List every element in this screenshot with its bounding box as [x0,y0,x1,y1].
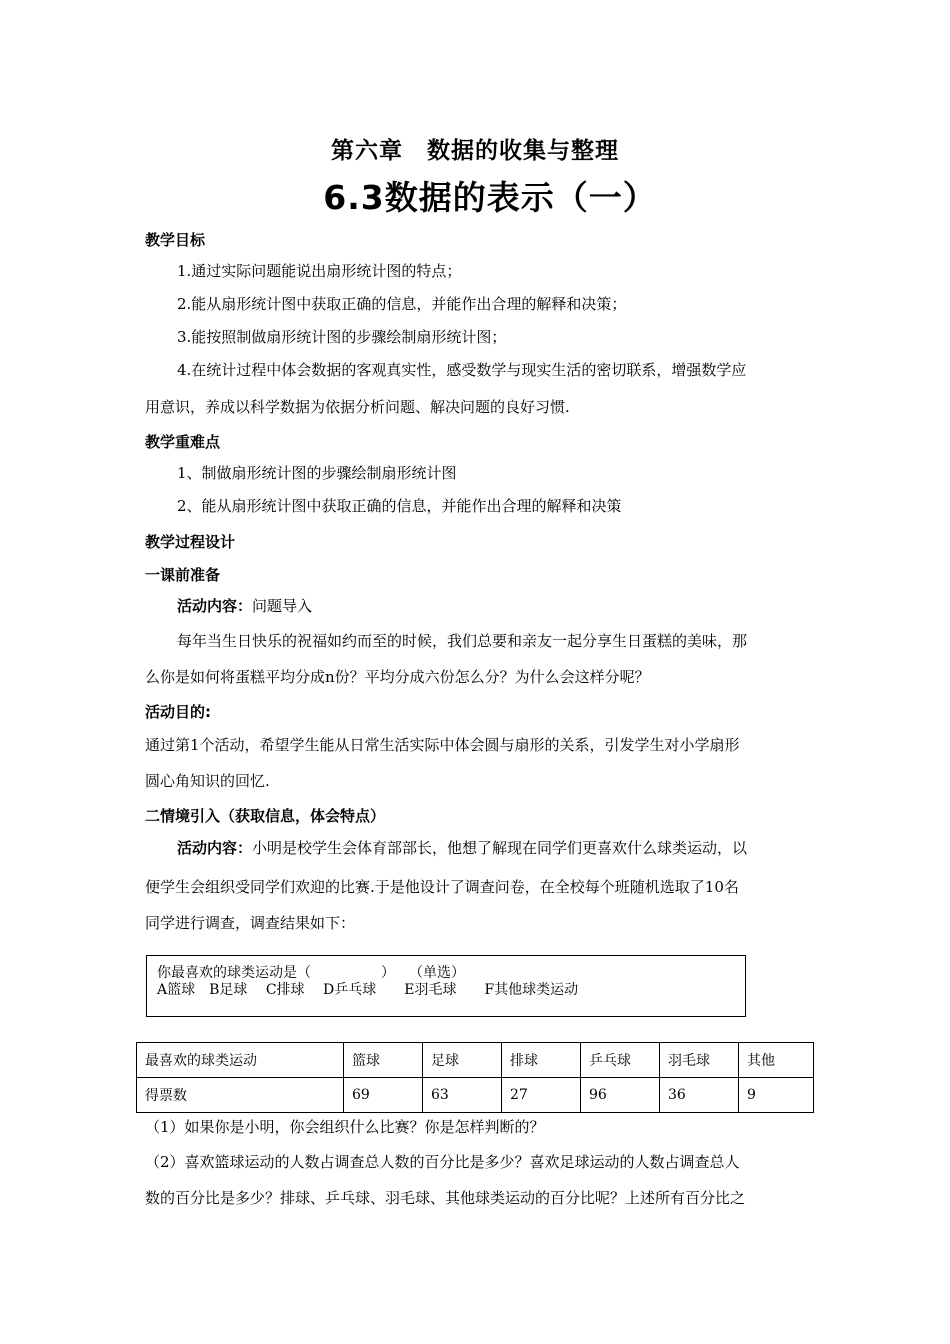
survey-box [146,955,746,1017]
question-2-line: （2）喜欢篮球运动的人数占调查总人数的百分比是多少？喜欢足球运动的人数占调查总人 [145,1153,740,1171]
section2-heading: 二情境引入（获取信息，体会特点） [145,807,386,825]
table-cell: 篮球 [344,1043,423,1078]
section1-paragraph-line: 每年当生日快乐的祝福如约而至的时候，我们总要和亲友一起分享生日蛋糕的美味，那 [177,632,748,650]
table-row [137,1043,814,1078]
table-row [137,1078,814,1113]
table-cell: 得票数 [137,1078,344,1113]
activity-text: 问题导入 [252,597,313,615]
objective-item-continued: 用意识，养成以科学数据为依据分析问题、解决问题的良好习惯. [145,398,570,416]
question-1: （1）如果你是小明，你会组织什么比赛？你是怎样判断的？ [145,1118,545,1136]
key-point-item: 1、制做扇形统计图的步骤绘制扇形统计图 [177,464,457,482]
table-cell: 羽毛球 [660,1043,739,1078]
key-points-heading: 教学重难点 [145,433,221,451]
objective-item: 1.通过实际问题能说出扇形统计图的特点； [177,262,462,280]
section2-line [177,838,747,858]
process-heading: 教学过程设计 [145,533,236,551]
section2-line: 同学进行调查，调查结果如下： [145,914,356,932]
table-cell: 9 [739,1078,814,1113]
objective-item: 4.在统计过程中体会数据的客观真实性，感受数学与现实生活的密切联系，增强数学应 [177,361,747,379]
survey-options: A篮球 B足球 C排球 D乒乓球 E羽毛球 F其他球类运动 [157,982,579,998]
activity-text: 小明是校学生会体育部部长，他想了解现在同学们更喜欢什么球类运动，以 [252,839,748,857]
activity-label: 活动内容： [177,597,253,615]
table-cell: 足球 [423,1043,502,1078]
survey-question: 你最喜欢的球类运动是（ ） （单选） [157,965,465,981]
table-cell: 最喜欢的球类运动 [137,1043,344,1078]
table-cell: 36 [660,1078,739,1113]
key-point-item: 2、能从扇形统计图中获取正确的信息，并能作出合理的解释和决策 [177,497,622,515]
section1-paragraph-line: 么你是如何将蛋糕平均分成n份？平均分成六份怎么分？为什么会这样分呢？ [145,668,650,686]
section1-heading: 一课前准备 [145,566,221,584]
purpose-line: 通过第1个活动，希望学生能从日常生活实际中体会圆与扇形的关系，引发学生对小学扇形 [145,736,740,754]
table-cell: 69 [344,1078,423,1113]
votes-table [136,1042,814,1113]
objective-item: 3.能按照制做扇形统计图的步骤绘制扇形统计图； [177,328,507,346]
purpose-line: 圆心角知识的回忆. [145,772,270,790]
activity-label: 活动内容： [177,839,253,857]
table-cell: 63 [423,1078,502,1113]
chapter-title: 第六章 数据的收集与整理 [331,138,619,164]
table-cell: 96 [581,1078,660,1113]
table-cell: 27 [502,1078,581,1113]
purpose-heading: 活动目的: [145,703,211,721]
objective-item: 2.能从扇形统计图中获取正确的信息，并能作出合理的解释和决策； [177,295,627,313]
objectives-heading: 教学目标 [145,231,206,249]
table-cell: 乒乓球 [581,1043,660,1078]
table-cell: 其他 [739,1043,814,1078]
lesson-title: 6.3数据的表示（一） [323,178,657,217]
section2-line: 便学生会组织受同学们欢迎的比赛.于是他设计了调查问卷，在全校每个班随机选取了10名 [145,878,739,896]
question-2-line: 数的百分比是多少？排球、乒乓球、羽毛球、其他球类运动的百分比呢？上述所有百分比之 [145,1189,746,1207]
table-cell: 排球 [502,1043,581,1078]
section1-activity [177,596,312,616]
